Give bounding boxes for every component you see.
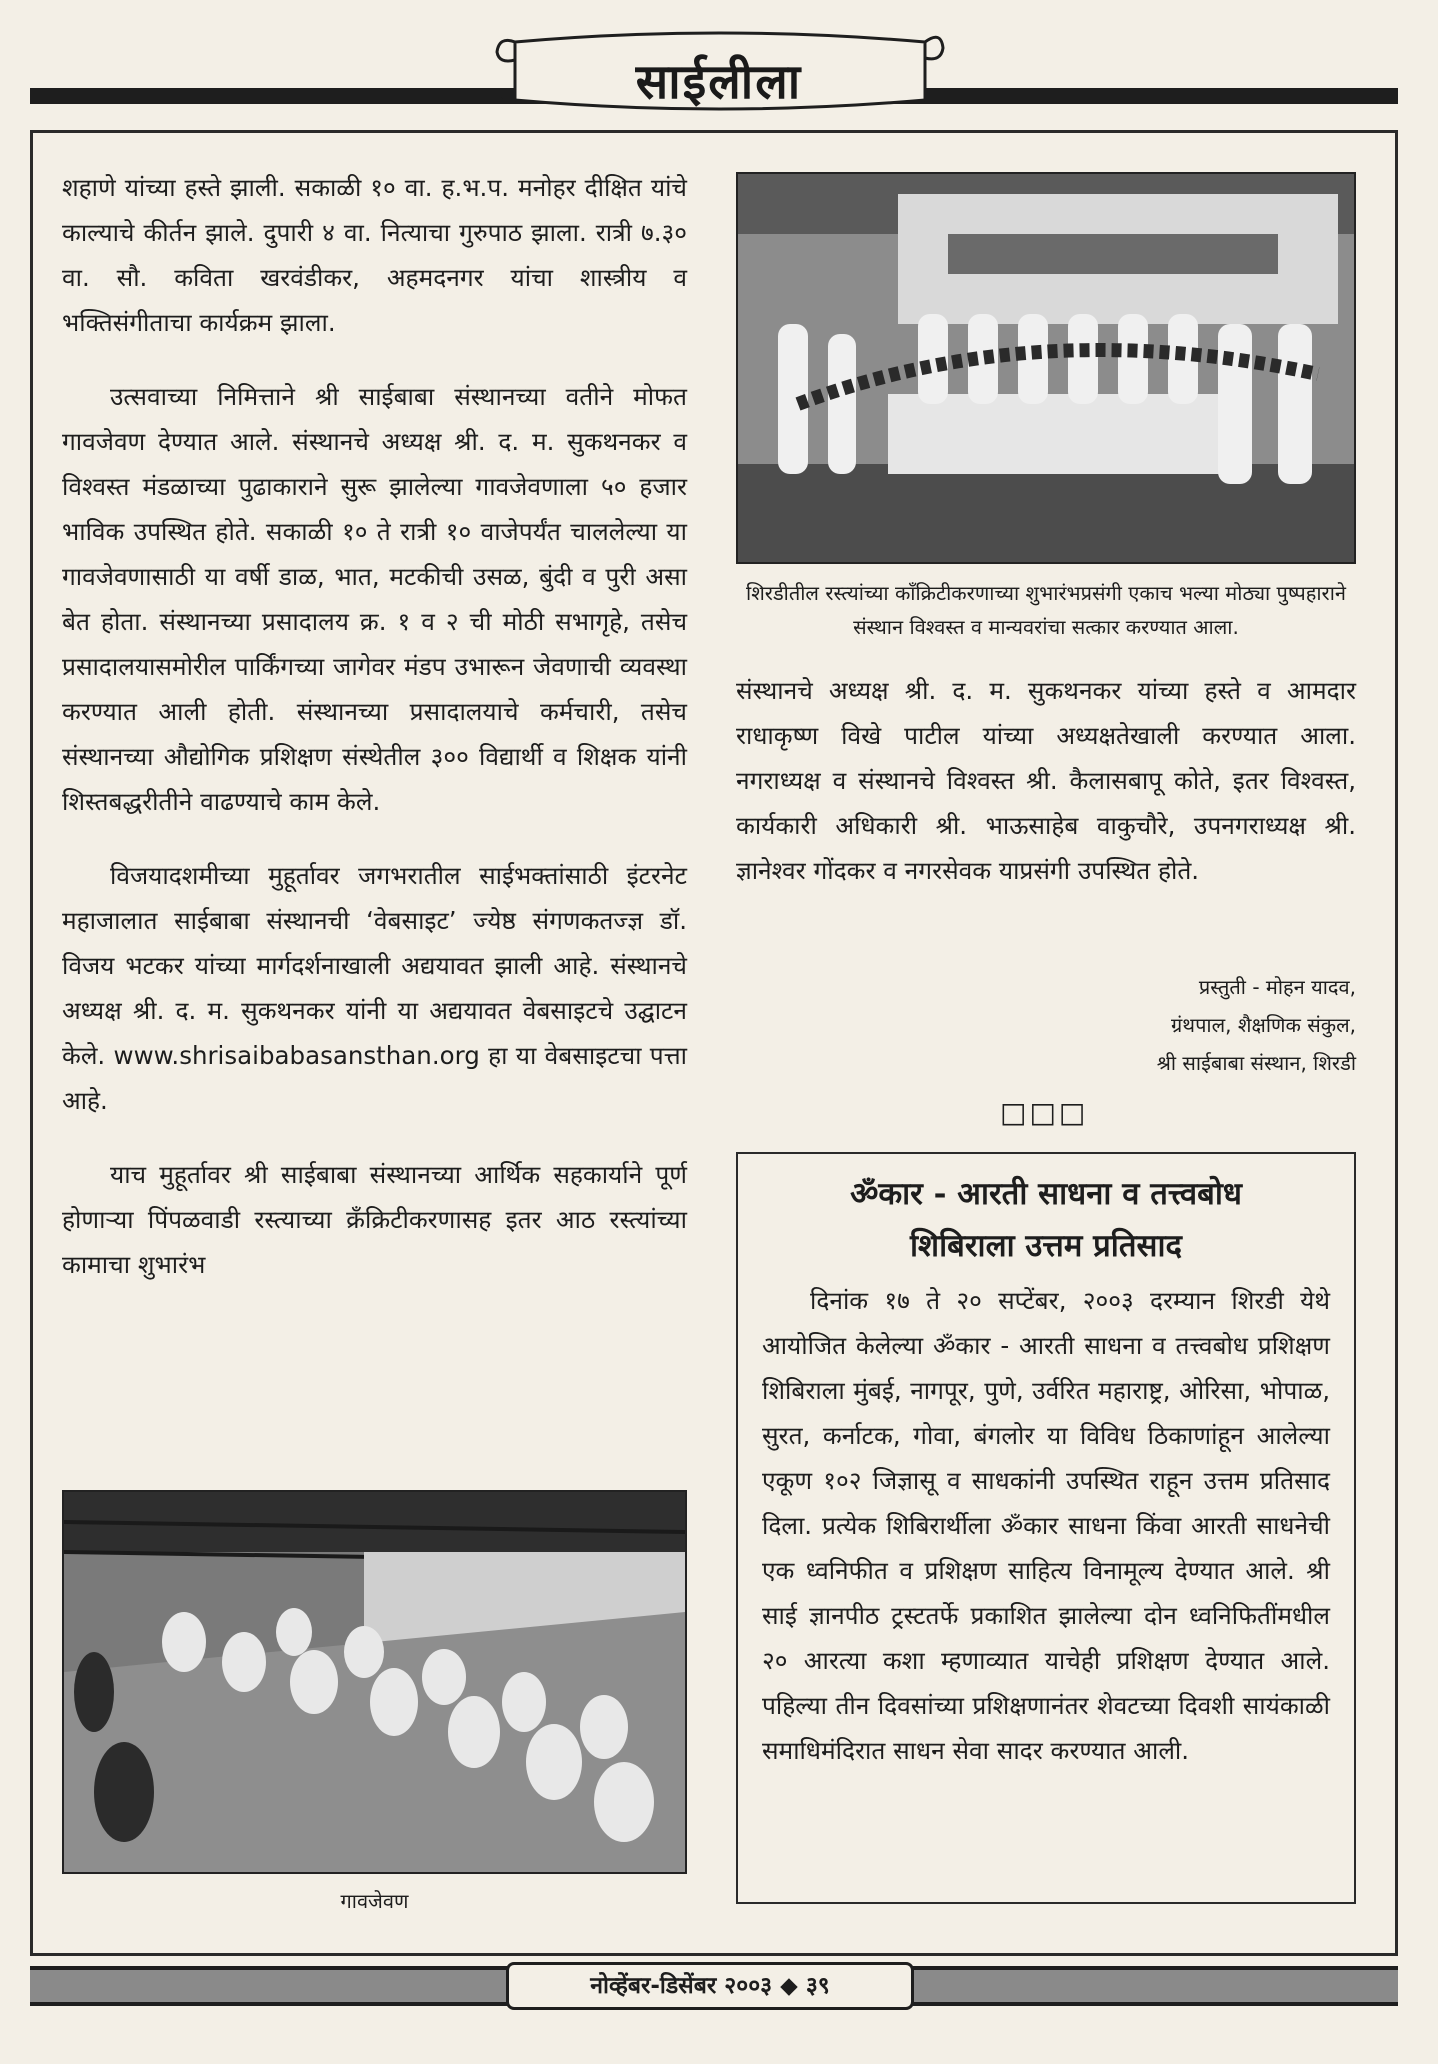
felicitation-photo (736, 172, 1356, 564)
right-column (736, 668, 1356, 922)
felicitation-photo-image (738, 174, 1354, 562)
article-paragraph: विजयादशमीच्या मुहूर्तावर जगभरातील साईभक्तांसाठी इंटरनेट महाजालात साईबाबा संस्थानची ‘वेबसाइट’ ज्येष्ठ संगणकतज्ज्ञ डॉ. विजय भटकर यांच्या मार्गदर्शनाखाली अद्ययावत झाली आहे. संस्थानचे अध्यक्ष श्री. द. म. सुकथनकर यांनी या अद्ययावत वेबसाइटचे उद्घाटन केले. www.shrisaibabasansthan.org हा या वेबसाइटचा पत्ता आहे. (62, 861, 687, 1115)
issue-page-label: नोव्हेंबर-डिसेंबर २००३ ◆ ३९ (506, 1962, 914, 2010)
box-title (762, 1168, 1330, 1272)
village-feast-photo-caption: गावजेवण (340, 1889, 409, 1913)
credit-designation: ग्रंथपाल, शैक्षणिक संकुल, (1171, 1013, 1356, 1037)
box-paragraph: दिनांक १७ ते २० सप्टेंबर, २००३ दरम्यान शिरडी येथे आयोजित केलेल्या ॐकार - आरती साधना व तत्त्वबोध प्रशिक्षण शिबिराला मुंबई, नागपूर, पुणे, उर्वरित महाराष्ट्र, ओरिसा, भोपाळ, सुरत, कर्नाटक, गोवा, बंगलोर या विविध ठिकाणांहून आलेल्या एकूण १०२ जिज्ञासू व साधकांनी उपस्थित राहून उत्तम प्रतिसाद दिला. प्रत्येक शिबिरार्थीला ॐकार साधना किंवा आरती साधनेची एक ध्वनिफीत व प्रशिक्षण साहित्य विनामूल्य देण्यात आले. श्री साई ज्ञानपीठ ट्रस्टतर्फे प्रकाशित झालेल्या दोन ध्वनिफितींमधील २० आरत्या कशा म्हणाव्यात याचेही प्रशिक्षण देण्यात आले. पहिल्या तीन दिवसांच्या प्रशिक्षणानंतर शेवटच्या दिवशी सायंकाळी समाधिमंदिरात साधन सेवा सादर करण्यात आली. (762, 1286, 1330, 1765)
box-title-line: शिबिराला उत्तम प्रतिसाद (910, 1228, 1182, 1264)
article-credit (980, 968, 1356, 1082)
article-paragraph: संस्थानचे अध्यक्ष श्री. द. म. सुकथनकर यांच्या हस्ते व आमदार राधाकृष्ण विखे पाटील यांच्या अध्यक्षतेखाली करण्यात आला. नगराध्यक्ष व संस्थानचे विश्वस्त श्री. कैलासबापू कोते, इतर विश्वस्त, कार्यकारी अधिकारी श्री. भाऊसाहेब वाकुचौरे, उपनगराध्यक्ष श्री. ज्ञानेश्वर गोंदकर व नगरसेवक याप्रसंगी उपस्थित होते. (736, 676, 1356, 885)
article-paragraph: उत्सवाच्या निमित्ताने श्री साईबाबा संस्थानच्या वतीने मोफत गावजेवण देण्यात आले. संस्थानचे अध्यक्ष श्री. द. म. सुकथनकर व विश्वस्त मंडळाच्या पुढाकाराने सुरू झालेल्या गावजेवणाला ५० हजार भाविक उपस्थित होते. सकाळी १० ते रात्री १० वाजेपर्यंत चाललेल्या या गावजेवणासाठी या वर्षी डाळ, भात, मटकीची उसळ, बुंदी व पुरी असा बेत होता. संस्थानच्या प्रसादालय क्र. १ व २ ची मोठी सभागृहे, तसेच प्रसादालयासमोरील पार्किंगच्या जागेवर मंडप उभारून जेवणाची व्यवस्था करण्यात आली होती. संस्थानच्या प्रसादालयाचे कर्मचारी, तसेच संस्थानच्या औद्योगिक प्रशिक्षण संस्थेतील ३०० विद्यार्थी व शिक्षक यांनी शिस्तबद्धरीतीने वाढण्याचे काम केले. (62, 382, 687, 816)
credit-organisation: श्री साईबाबा संस्थान, शिरडी (1156, 1051, 1356, 1075)
masthead-title: साईलीला (635, 54, 803, 110)
village-feast-photo-image (64, 1492, 685, 1872)
omkar-camp-box (736, 1152, 1356, 1904)
article-paragraph: याच मुहूर्तावर श्री साईबाबा संस्थानच्या आर्थिक सहकार्याने पूर्ण होणाऱ्या पिंपळवाडी रस्त्याच्या क्रॅंक्रिटीकरणासह इतर आठ रस्त्यांच्या कामाचा शुभारंभ (62, 1160, 687, 1279)
section-separator: □□□ (1000, 1096, 1089, 1129)
box-title-line: ॐकार - आरती साधना व तत्त्वबोध (850, 1176, 1242, 1212)
left-column (62, 165, 687, 1316)
article-paragraph: शहाणे यांच्या हस्ते झाली. सकाळी १० वा. ह.भ.प. मनोहर दीक्षित यांचे काल्याचे कीर्तन झाले. दुपारी ४ वा. नित्याचा गुरुपाठ झाला. रात्री ७.३० वा. सौ. कविता खरवंडीकर, अहमदनगर यांचा शास्त्रीय व भक्तिसंगीताचा कार्यक्रम झाला. (62, 173, 687, 337)
masthead-banner (485, 22, 953, 120)
credit-name: प्रस्तुती - मोहन यादव, (1198, 975, 1356, 999)
village-feast-photo (62, 1490, 687, 1874)
felicitation-photo-caption: शिरडीतील रस्त्यांच्या काँक्रिटीकरणाच्या शुभारंभप्रसंगी एकाच भल्या मोठ्या पुष्पहाराने संस्थान विश्वस्त व मान्यवरांचा सत्कार करण्यात आला. (746, 581, 1346, 639)
